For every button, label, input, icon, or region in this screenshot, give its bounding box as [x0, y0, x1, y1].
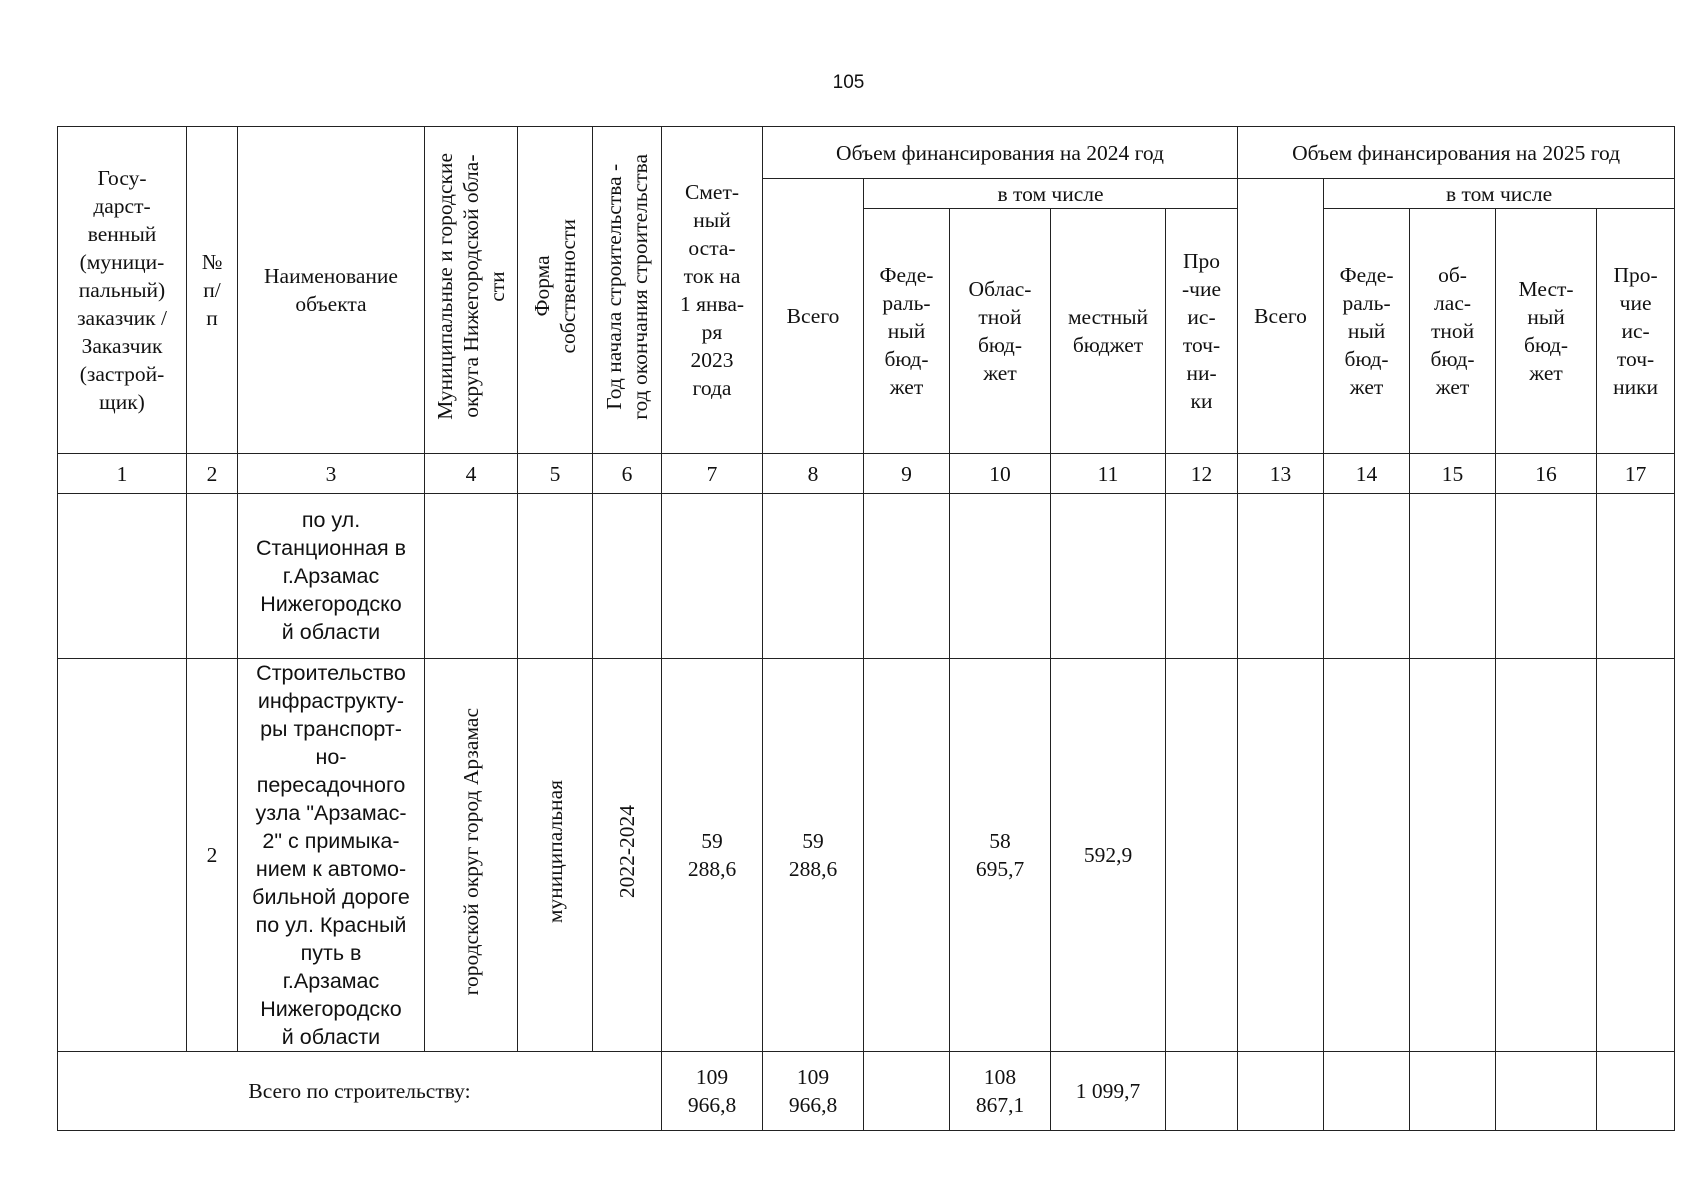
header-years: [593, 127, 662, 454]
total-total-2024: 109 966,8: [763, 1052, 864, 1131]
total-reg-2024: 108 867,1: [950, 1052, 1051, 1131]
cell-oth-2025: [1597, 494, 1675, 659]
total-row: [58, 1052, 1675, 1131]
cell-customer: [58, 659, 187, 1052]
cell-total-2024: 59 288,6: [763, 659, 864, 1052]
cell-loc-2025: [1496, 494, 1597, 659]
cell-ownership: [518, 659, 593, 1052]
cell-years: [593, 659, 662, 1052]
total-fed-2025: [1324, 1052, 1410, 1131]
column-number: 15: [1410, 454, 1496, 494]
cell-oth-2025: [1597, 659, 1675, 1052]
header-reg-2024: Облас- тной бюд- жет: [950, 209, 1051, 454]
cell-customer: [58, 494, 187, 659]
cell-loc-2025: [1496, 659, 1597, 1052]
total-estimate: 109 966,8: [662, 1052, 763, 1131]
cell-years-text: 2022-2024: [615, 804, 639, 899]
total-label: Всего по строительству:: [58, 1052, 662, 1131]
cell-reg-2025: [1410, 659, 1496, 1052]
cell-fed-2024: [864, 659, 950, 1052]
cell-ownership: [518, 494, 593, 659]
column-number: 8: [763, 454, 864, 494]
header-fin-2024: Объем финансирования на 2024 год: [763, 127, 1238, 179]
cell-loc-2024: 592,9: [1051, 659, 1166, 1052]
cell-object-name: по ул. Станционная в г.Арзамас Нижегородско й области: [238, 494, 425, 659]
cell-fed-2025: [1324, 494, 1410, 659]
header-total-2025: Всего: [1238, 179, 1324, 454]
table-row: [58, 494, 1675, 659]
cell-reg-2024: [950, 494, 1051, 659]
column-number: 6: [593, 454, 662, 494]
column-number: 1: [58, 454, 187, 494]
header-reg-2025: об- лас- тной бюд- жет: [1410, 209, 1496, 454]
cell-estimate: 59 288,6: [662, 659, 763, 1052]
cell-oth-2024: [1166, 494, 1238, 659]
table-row: [58, 659, 1675, 1052]
cell-fed-2024: [864, 494, 950, 659]
header-loc-2024: местный бюджет: [1051, 209, 1166, 454]
header-fed-2025: Феде- раль- ный бюд- жет: [1324, 209, 1410, 454]
header-oth-2024: Про -чие ис- точ- ни- ки: [1166, 209, 1238, 454]
header-fed-2024: Феде- раль- ный бюд- жет: [864, 209, 950, 454]
total-loc-2024: 1 099,7: [1051, 1052, 1166, 1131]
total-total-2025: [1238, 1052, 1324, 1131]
column-number: 12: [1166, 454, 1238, 494]
header-municipality: [425, 127, 518, 454]
header-incl-2024: в том числе: [864, 179, 1238, 209]
total-loc-2025: [1496, 1052, 1597, 1131]
cell-municipality-text: городской округ город Арзамас: [459, 707, 483, 996]
cell-total-2024: [763, 494, 864, 659]
cell-fed-2025: [1324, 659, 1410, 1052]
column-number: 13: [1238, 454, 1324, 494]
column-number: 10: [950, 454, 1051, 494]
header-fin-2025: Объем финансирования на 2025 год: [1238, 127, 1675, 179]
cell-ownership-text: муниципальная: [543, 779, 567, 924]
investment-table: [57, 126, 1675, 1131]
header-ownership: [518, 127, 593, 454]
column-number: 2: [187, 454, 238, 494]
header-total-2024: Всего: [763, 179, 864, 454]
header-oth-2025: Про- чие ис- точ- ники: [1597, 209, 1675, 454]
page-number: 105: [832, 72, 865, 93]
header-estimate: Смет- ный оста- ток на 1 янва- ря 2023 года: [662, 127, 763, 454]
column-number: 11: [1051, 454, 1166, 494]
column-number: 14: [1324, 454, 1410, 494]
header-customer: Госу- дарст- венный (муници- пальный) заказчик / Заказчик (застрой- щик): [58, 127, 187, 454]
cell-total-2025: [1238, 494, 1324, 659]
column-number: 17: [1597, 454, 1675, 494]
column-numbers-row: [58, 454, 1675, 494]
total-fed-2024: [864, 1052, 950, 1131]
cell-years: [593, 494, 662, 659]
header-ownership-text: Форма собственности: [530, 219, 580, 354]
cell-municipality: [425, 494, 518, 659]
column-number: 4: [425, 454, 518, 494]
cell-reg-2025: [1410, 494, 1496, 659]
column-number: 7: [662, 454, 763, 494]
header-num: № п/ п: [187, 127, 238, 454]
header-loc-2025: Мест- ный бюд- жет: [1496, 209, 1597, 454]
column-number: 5: [518, 454, 593, 494]
cell-num: 2: [187, 659, 238, 1052]
column-number: 16: [1496, 454, 1597, 494]
cell-total-2025: [1238, 659, 1324, 1052]
cell-municipality: [425, 659, 518, 1052]
total-reg-2025: [1410, 1052, 1496, 1131]
header-municipality-text: Муниципальные и городские округа Нижегородской обла- сти: [433, 153, 509, 420]
cell-num: [187, 494, 238, 659]
cell-loc-2024: [1051, 494, 1166, 659]
header-years-text: Год начала строительства - год окончания строительства: [602, 153, 652, 420]
total-oth-2024: [1166, 1052, 1238, 1131]
cell-oth-2024: [1166, 659, 1238, 1052]
cell-object-name: Строительство инфраструкту- ры транспорт- но- пересадочного узла "Арзамас- 2" с примыка- нием к автомо- бильной дороге по ул. Красный путь в г.Арзамас Нижегородско й области: [238, 659, 425, 1052]
cell-reg-2024: 58 695,7: [950, 659, 1051, 1052]
header-object-name: Наименование объекта: [238, 127, 425, 454]
cell-estimate: [662, 494, 763, 659]
column-number: 9: [864, 454, 950, 494]
header-incl-2025: в том числе: [1324, 179, 1675, 209]
total-oth-2025: [1597, 1052, 1675, 1131]
column-number: 3: [238, 454, 425, 494]
header-row-1: [58, 127, 1675, 179]
